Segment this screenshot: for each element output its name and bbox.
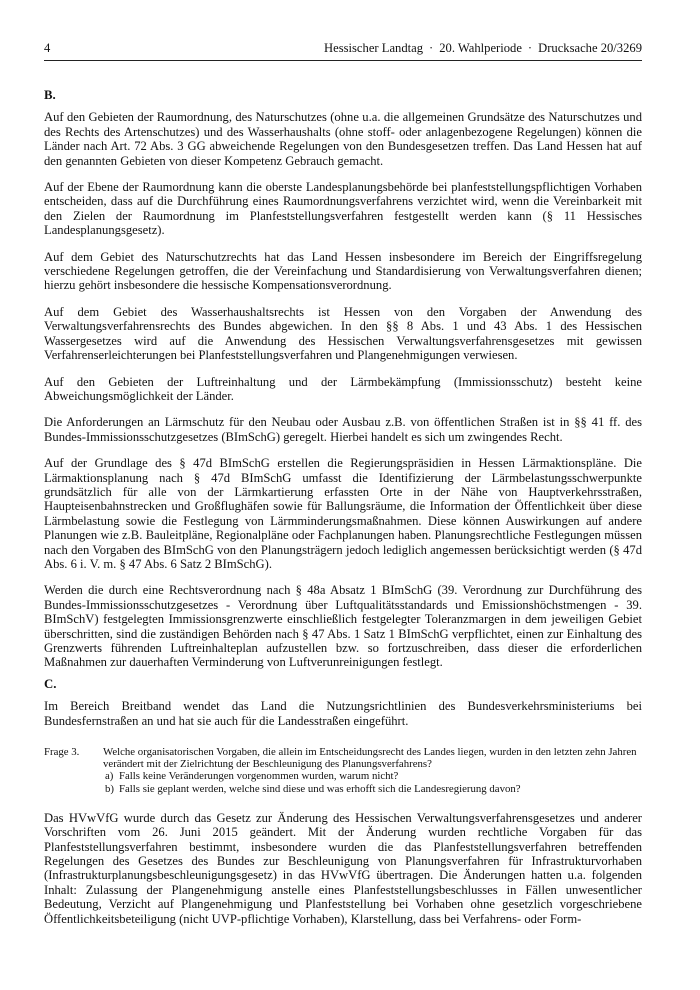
page-number: 4 bbox=[44, 41, 51, 55]
answer-paragraph: Das HVwVfG wurde durch das Gesetz zur Änderung des Hessischen Verwaltungsverfahrensgesetzes und anderer Vorschriften vom 26. Juni 2015 geändert. Mit der Änderung wurden rechtliche Vorgaben für das Planfeststellungsverfahren bestimmt, insbesondere wurden die das Planfeststellungsverfahren betreffenden Regelungen des Gesetzes des Bundes zur Beschleunigung von Planungsverfahren für Infrastrukturvorhaben (Infrastrukturplanungsbeschleunigungsgesetz) in das HVwVfG übertragen. Die Änderungen hatten u.a. folgenden Inhalt: Zulassung der Plangenehmigung anstelle eines Planfeststellungsbeschlusses in Fällen unwesentlicher Bedeutung, Verzicht auf Plangenehmigung und Planfeststellung bei Vorhaben ohne gesetzlich vorgeschriebene Öffentlichkeitsbeteiligung (nicht UVP-pflichtige Vorhaben), Klarstellung, dass bei Verfahrens- oder Form- bbox=[44, 810, 642, 926]
question-body bbox=[103, 746, 642, 795]
section-c-heading: C. bbox=[44, 676, 57, 691]
paragraph: Auf dem Gebiet des Wasserhaushaltsrechts ist Hessen von den Vorgaben der Anwendung des Verwaltungsverfahrensrechts des Bundes abgewichen. In den §§ 8 Abs. 1 und 43 Abs. 1 des Hessischen Wassergesetzes wird auf die Anwendung des Hessischen Verwaltungsverfahrensgesetzes mit gewissen Verfahrenserleichterungen bei Planfeststellungsverfahren und Plangenehmigungen verwiesen. bbox=[44, 304, 642, 363]
document-info bbox=[324, 41, 642, 55]
paragraph: Die Anforderungen an Lärmschutz für den Neubau oder Ausbau z.B. von öffentlichen Straßen ist in §§ 41 ff. des Bundes-Immissionsschutzgesetzes (BImSchG) geregelt. Hierbei handelt es sich um zwingendes Recht. bbox=[44, 415, 642, 444]
page-content bbox=[44, 88, 642, 926]
paragraph: Auf der Grundlage des § 47d BImSchG erstellen die Regierungspräsidien in Hessen Lärmaktionspläne. Die Lärmaktionsplanung nach § 47d BImSchG umfasst die Identifizierung der Lärmbelastungsschwerpunkte grundsätzlich für alle von der Lärmkartierung erfassten Orte in der Nähe von Hauptverkehrsstraßen, Haupteisenbahnstrecken und Großflughäfen sowie für Ballungsräume, die Information der Öffentlichkeit über diese Lärmbelastung sowie die Festlegung von Lärmminderungsmaßnahmen. Diese können Auswirkungen auf andere Planungen wie z.B. Bauleitpläne, Regionalpläne oder Fachplanungen haben. Planungsrechtliche Festlegungen müssen nach den Vorgaben des BImSchG von den Planungsträgern jedoch lediglich angemessen berücksichtigt werden (§ 47d Abs. 6 i. V. m. § 47 Abs. 6 Satz 2 BImSchG). bbox=[44, 456, 642, 571]
section-b-heading: B. bbox=[44, 88, 56, 102]
page-header bbox=[44, 40, 642, 61]
question-text: Welche organisatorischen Vorgaben, die allein im Entscheidungsrecht des Landes liegen, wurden in den letzten zehn Jahren verändert mit der Zielrichtung der Beschleunigung des Planungsverfahrens? bbox=[103, 746, 637, 771]
printed-matter-number: Drucksache 20/3269 bbox=[538, 41, 642, 55]
sub-letter: a) bbox=[105, 770, 114, 783]
paragraph: Auf dem Gebiet des Naturschutzrechts hat das Land Hessen insbesondere im Bereich der Eingriffsregelung verschiedene Regelungen getroffen, die der Vereinfachung und Standardisierung von Verwaltungsverfahren dienen; hierzu gehört insbesondere die hessische Kompensationsverordnung. bbox=[44, 249, 642, 293]
question-label: Frage 3. bbox=[44, 746, 80, 759]
question-sub-b bbox=[105, 783, 642, 795]
sub-letter: b) bbox=[105, 782, 114, 795]
paragraph: Auf den Gebieten der Luftreinhaltung und der Lärmbekämpfung (Immissionsschutz) besteht keine Abweichungsmöglichkeit der Länder. bbox=[44, 374, 642, 403]
question-block bbox=[44, 746, 642, 795]
paragraph: Werden die durch eine Rechtsverordnung nach § 48a Absatz 1 BImSchG (39. Verordnung zur Durchführung des Bundes-Immissionsschutzgesetzes - Verordnung über Luftqualitätsstandards und Emissionshöchstmengen - 39. BImSchV) festgelegten Immissionsgrenzwerte einschließlich festgelegter Toleranzmargen in dem jeweiligen Gebiet überschritten, sind die zuständigen Behörden nach § 47 Abs. 1 Satz 1 BImSchG verpflichtet, einen zur Einhaltung des Grenzwerts führenden Luftreinhalteplan aufzustellen bzw. so fortzuschreiben, dass dieser die erforderlichen Maßnahmen zur dauerhaften Verminderung von Luftverunreinigungen festlegt. bbox=[44, 583, 642, 670]
question-sub-a bbox=[105, 770, 642, 782]
paragraph: Auf den Gebieten der Raumordnung, des Naturschutzes (ohne u.a. die allgemeinen Grundsätze des Naturschutzes und des Rechts des Artenschutzes) und des Wasserhaushalts (ohne stoff- oder anlagenbezogene Regelungen) können die Länder nach Art. 72 Abs. 3 GG abweichende Regelungen von den Bundesgesetzen treffen. Das Land Hessen hat auf den genannten Gebieten von dieser Kompetenz Gebrauch gemacht. bbox=[44, 110, 642, 168]
sub-text: Falls keine Veränderungen vorgenommen wurden, warum nicht? bbox=[119, 770, 399, 783]
parliament-name: Hessischer Landtag bbox=[324, 41, 424, 55]
sub-text: Falls sie geplant werden, welche sind diese und was erhofft sich die Landesregierung davon? bbox=[119, 782, 521, 795]
header-separator: · bbox=[429, 41, 434, 55]
header-separator: · bbox=[527, 41, 533, 55]
paragraph: Auf der Ebene der Raumordnung kann die oberste Landesplanungsbehörde bei planfeststellungspflichtigen Vorhaben entscheiden, dass auf die Durchführung eines Raumordnungsverfahrens verzichtet wird, wenn die Vereinbarkeit mit den Zielen der Raumordnung im Planfeststellungsverfahren festgestellt werden kann (§ 11 Hessisches Landesplanungsgesetz). bbox=[44, 180, 642, 238]
legislative-period: 20. Wahlperiode bbox=[439, 41, 522, 55]
paragraph: Im Bereich Breitband wendet das Land die Nutzungsrichtlinien des Bundesverkehrsministeriums bei Bundesfernstraßen an und hat sie auch für die Landesstraßen eingeführt. bbox=[44, 699, 642, 728]
